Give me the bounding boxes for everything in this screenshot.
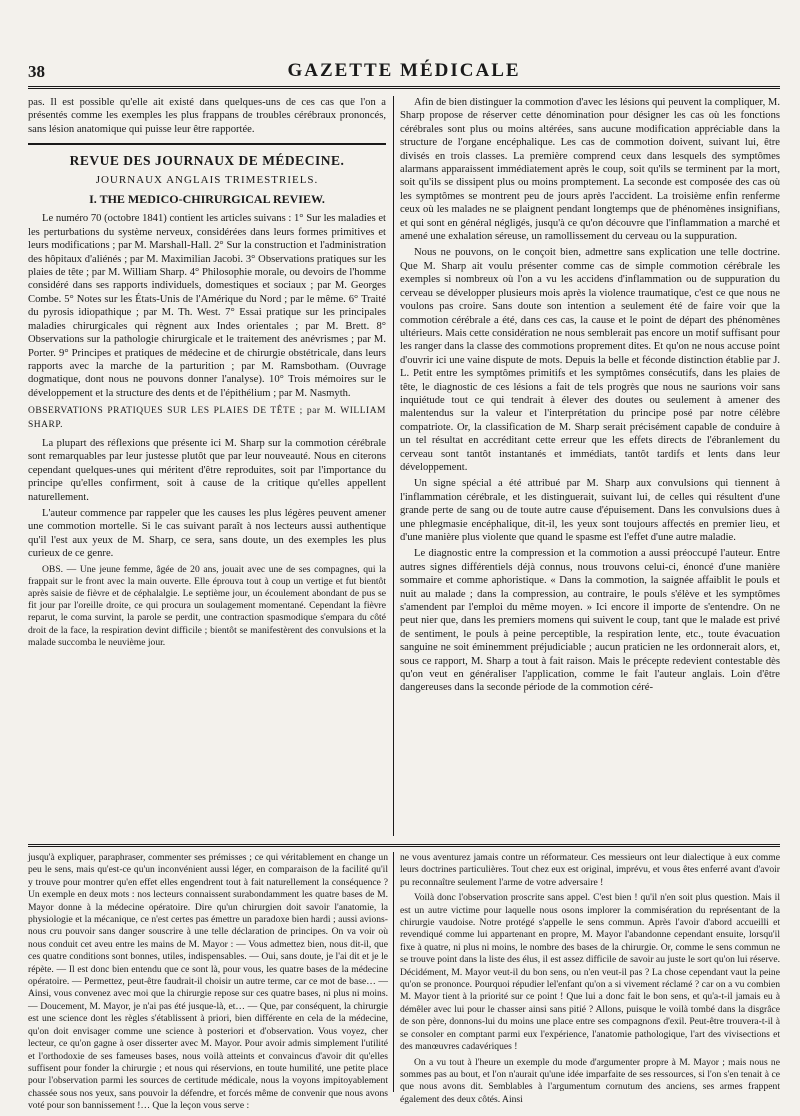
- bottom-section: [28, 852, 780, 1112]
- newspaper-page: [28, 52, 780, 1112]
- top-section: [28, 96, 780, 836]
- bottom-right-paragraph-3: On a vu tout à l'heure un exemple du mode d'argumenter propre à M. Mayor ; mais nous ne sommes pas au bout, et l'on n'aurait qu'une idée imparfaite de ses ressources, si l'on s'en tenait à ce que nous avons dit. Semblables à l'argumentum cornutum des anciens, ses armes frappent également des deux côtés. Ainsi: [400, 1056, 780, 1105]
- section-title: REVUE DES JOURNAUX DE MÉDECINE.: [69, 153, 345, 169]
- left-paragraph-2: L'auteur commence par rappeler que les causes les plus légères peuvent amener une commotion mortelle. Si le cas suivant paraît à nos lecteurs aussi authentique qu'il l'est aux yeux de M. Sharp, ce sera, sans doute, un des exemples les plus curieux de ce genre.: [28, 507, 386, 560]
- running-title: GAZETTE MÉDICALE: [287, 60, 521, 81]
- article-heading: OBSERVATIONS PRATIQUES SUR LES PLAIES DE TÊTE ; par M. WILLIAM SHARP.: [28, 406, 386, 430]
- right-paragraph-3: Un signe spécial a été attribué par M. Sharp aux convulsions qui tiennent à l'inflammation cérébrale, et les distinguerait, suivant lui, de celles qui résultent d'une grande perte de sang ou de toute autre cause d'épuisement. Dans les convulsions dues à une phlegmasie encéphalique, dit-il, les yeux sont toujours affectés en premier lieu, et d'une manière plus violente que quand le spasme est l'effet d'une autre maladie.: [400, 478, 780, 543]
- bottom-right-paragraph-2: Voilà donc l'observation proscrite sans appel. C'est bien ! qu'il n'en soit plus question. Mais il est un autre victime pour laquelle nous osons implorer la commisération du représentant de la chirurgie vaudoise. Notre protégé s'appelle le sens commun. Après l'avoir d'abord accueilli et revendiqué comme lui appartenant en propre, M. Mayor l'abandonne cependant ensuite, lorsqu'il fixe à quatre, ni plus ni moins, le nombre des bases de la chirurgie. Or, comme le sens commun ne se trouve point dans la liste des élus, il est assez difficile de savoir au juste le sort qu'on lui réserve. Décidément, M. Mayor veut-il du bon sens, ou n'en veut-il pas ? La chose cependant vaut la peine qu'on se prononce. Pourquoi répudier lel'enfant qu'on a si vivement réclamé ? car on a vu combien M. Mayor tient à la priorité sur ce point ! Que lui a donc fait le bon sens, et qu'a-t-il jamais eu à démêler avec lui pour le chasser ainsi sans pitié ? Allons, puisque le voilà tombé dans la disgrâce de son père, donnons-lui du moins une place entre ses compagnons d'exil. Peut-être trouvera-t-il à se consoler en comptant parmi eux l'expérience, l'anatomie pathologique, l'art des vivisections et des manœuvres cadavériques !: [400, 892, 780, 1053]
- left-paragraph-1: La plupart des réflexions que présente ici M. Sharp sur la commotion cérébrale sont remarquables par leur justesse plutôt que par leur nouveauté. Nous en citerons cependant quelques-unes qui méritent d'être reproduites, soit par l'importance du principe qu'elles confirment, soit à cause de la critique qu'elles appellent naturellement.: [28, 437, 386, 503]
- bottom-right-column: [400, 852, 780, 1109]
- bottom-column-divider: [393, 852, 394, 1092]
- right-paragraph-4: Le diagnostic entre la compression et la commotion a aussi préoccupé l'auteur. Entre autres signes différentiels déjà connus, nous trouvons celui-ci, énoncé d'une manière sommaire et comme aphoristique. « Dans la commotion, la saignée affaiblit le pouls et nuit au malade ; dans la compression, au contraire, le pouls s'élève et les symptômes s'amendent par l'emploi du même moyen. » Ici encore il importe de s'entendre. On ne peut nier que, dans les premiers momens qui suivent le coup, tant que le malade est privé de sentiment, le pouls à peine perceptible, la respiration lente, etc., toute évacuation sanguine ne soit éminemment préjudiciable ; aucun praticien ne les ordonnerait alors, et, sous ce rapport, M. Sharp a tout à fait raison. Mais le précepte redevient contestable dès qu'on veut en généraliser l'application, comme le fait l'auteur anglais. Loin d'être dangereuses dans la seconde période de la commotion céré-: [400, 548, 780, 694]
- left-column: [28, 96, 386, 652]
- section-divider: [28, 143, 386, 145]
- right-column: [400, 96, 780, 698]
- contents-paragraph: Le numéro 70 (octobre 1841) contient les articles suivans : 1° Sur les maladies et les perturbations du système nerveux, considérées dans leurs formes primitives et leurs modifications ; par M. Marshall-Hall. 2° Sur la construction et l'administration des hôpitaux d'aliénés ; par M. Maximilian Jacobi. 3° Observations pratiques sur les plaies de tête ; par M. William Sharp. 4° Philosophie morale, ou devoirs de l'homme considéré dans ses rapports individuels, domestiques et sociaux ; par M. Georges Combe. 5° Notes sur les États-Unis de l'Amérique du Nord ; par le même. 6° Traité du pyrosis idiopathique ; par M. Th. West. 7° Essai pratique sur les principales maladies chirurgicales qui règnent aux Indes orientales ; par M. Brett. 8° Observations sur la pathologie chirurgicale et le traitement des anévrismes ; par M. Porter. 9° Principes et pratiques de médecine et de chirurgie obstétricale, dans leurs rapports avec la marche de la parturition ; par M. Ramsbotham. (Ouvrage dogmatique, dont nous ne pouvons donner l'analyse). 10° Trois mémoires sur le développement et la structure des dents et de l'épithélium ; par M. Nasmyth.: [28, 213, 386, 399]
- feuilleton-divider: [28, 844, 780, 847]
- column-divider: [393, 96, 394, 836]
- page-header: [28, 52, 780, 89]
- observation-paragraph: OBS. — Une jeune femme, âgée de 20 ans, jouait avec une de ses compagnes, qui la frappait sur le front avec la main ouverte. Elle éprouva tout à coup un vertige et fut bientôt après saisie de fièvre et de céphalalgie. Le septième jour, un écoulement abondant de pus se fit jour par l'oreille droite, ce qui procura un soulagement momentané. Cependant la fièvre reparut, le coma survint, la parole se perdit, une contraction spasmodique s'empara du côté droit de la face, la respiration devint difficile ; bientôt se manifestèrent des convulsions et la malade succomba le neuvième jour.: [28, 563, 386, 648]
- right-paragraph-1: Afin de bien distinguer la commotion d'avec les lésions qui peuvent la compliquer, M. Sharp propose de réserver cette dénomination pour désigner les cas où les fonctions cérébrales sont plus ou moins altérées, sans aucune modification appréciable dans la structure de l'organe encéphalique. Les cas de commotion doivent, suivant lui, être divisés en trois classes. La première comprend ceux dans lesquels des symptômes alarmans apparaissent immédiatement après le coup, soit qu'ils se terminent par la mort, soit qu'ils se dissipent plus ou moins promptement. La seconde est composée des cas où les symptômes se montrent peu de jours après l'accident. La troisième enfin renferme ceux où les malades ne se plaignent pendant longtemps que de phénomènes insignifians, et qui sont en général négligés, jusqu'à ce qu'on découvre que l'inflammation a marché et amené une exhalation séreuse, un ramollissement du cerveau ou la suppuration.: [400, 97, 780, 243]
- page-number: 38: [28, 62, 45, 81]
- review-title: I. THE MEDICO-CHIRURGICAL REVIEW.: [89, 192, 325, 207]
- bottom-right-paragraph-1: ne vous aventurez jamais contre un réformateur. Ces messieurs ont leur dialectique à eux comme leurs doctrines particulières. Tout chez eux est original, imprévu, et vous êtes enferré avant d'avoir pu reconnaître seulement l'arme de votre adversaire !: [400, 852, 780, 888]
- subsection-title: JOURNAUX ANGLAIS TRIMESTRIELS.: [95, 173, 319, 186]
- right-paragraph-2: Nous ne pouvons, on le conçoit bien, admettre sans explication une telle doctrine. Que M. Sharp ait voulu présenter comme cas de simple commotion cérébrale les exemples si nombreux où l'on a vu les accidens d'inflammation ou de suppuration du cerveau se développer plusieurs mois après la violence traumatique, c'est ce que nous ne voulons pas croire. Sans doute son intention a seulement été de faire voir que la commotion cérébrale a été, dans ces cas, la cause et le point de départ des phénomènes ultérieurs. Mais cette considération ne nous semblerait pas encore un motif suffisant pour les ranger dans la classe des commotions proprement dites. Et qu'on ne nous accuse point d'ouvrir ici une vaine dispute de mots. Depuis la belle et féconde distinction établie par J. L. Petit entre les symptômes primitifs et les symptômes consécutifs, dans les plaies de tête, le diagnostic de ces lésions a fait de tels progrès que nous ne saurions voir sans inquiétude tout ce qui tendrait à élever des doutes ou seulement à amener des malentendus sur la valeur et l'interprétation du principe posé par notre célèbre compatriote. Or, la classification de M. Sharp serait précisément capable de conduire à un tel résultat en accréditant cette erreur que les effets directs de l'ébranlement du cerveau sont tantôt instantanés et immédiats, tantôt tardifs et lents dans leur développement.: [400, 247, 780, 473]
- intro-paragraph: pas. Il est possible qu'elle ait existé dans quelques-uns de ces cas que l'on a présentés comme les exemples les plus frappans de troubles cérébraux prononcés, sans lésion anatomique qui puisse leur être rapportée.: [28, 97, 386, 135]
- bottom-left-column: [28, 852, 388, 1116]
- bottom-left-text: jusqu'à expliquer, paraphraser, commenter ses prémisses ; ce qui véritablement en change un peu le sens, mais qu'est-ce qu'un inconvénient aussi léger, en comparaison de la facilité qu'il y trouve pour montrer qu'en effet elles engendrent tout à fait naturellement la conséquence ? Un exemple en deux mots : nos lecteurs connaissent surabondamment les quatre bases de M. Mayor donne à la médecine opératoire. Dire qu'un chirurgien doit savoir l'anatomie, la physiologie et la mécanique, ce n'est certes pas émettre un paradoxe bien hardi ; aussi avions-nous cru pouvoir sans danger souscrire à une telle déclaration de principes. On va voir où nous conduit cet aveu entre les mains de M. Mayor : — Vous admettez bien, nous dit-il, que ces quatre conditions sont bonnes, utiles, indispensables. — Oui, sans doute, je l'ai dit et je le répète. — Il est donc bien entendu que ce sont là, pour vous, les quatre bases de la médecine opératoire. — Permettez, peut-être faudrait-il choisir un autre terme, car ce mot de base… — Ainsi, vous convenez avec moi que la chirurgie repose sur ces quatre bases, ni plus ni moins. — Doucement, M. Mayor, je n'ai pas été jusque-là, et… — Que, par conséquent, la chirurgie est une science dont les règles s'établissent à priori, bien différente en cela de la médecine, qu'on doit envisager comme une science à posteriori et d'observation. Vous voyez, cher lecteur, ce qu'on gagne à oser disserter avec M. Mayor. Pour avoir admis simplement l'utilité et l'orthodoxie de ses fameuses bases, nous voilà atteints et convaincus d'avoir dit qu'elles suffisent pour fonder la chirurgie ; et nous qui réservions, en toute humilité, une petite place pour l'observation parmi les sources de certitude médicale, nous la voyons impitoyablement chassée sous nos yeux, sans pouvoir la défendre, et forcés même de convenir que nous avons voté pour son bannissement !… Que la leçon vous serve :: [28, 852, 388, 1112]
